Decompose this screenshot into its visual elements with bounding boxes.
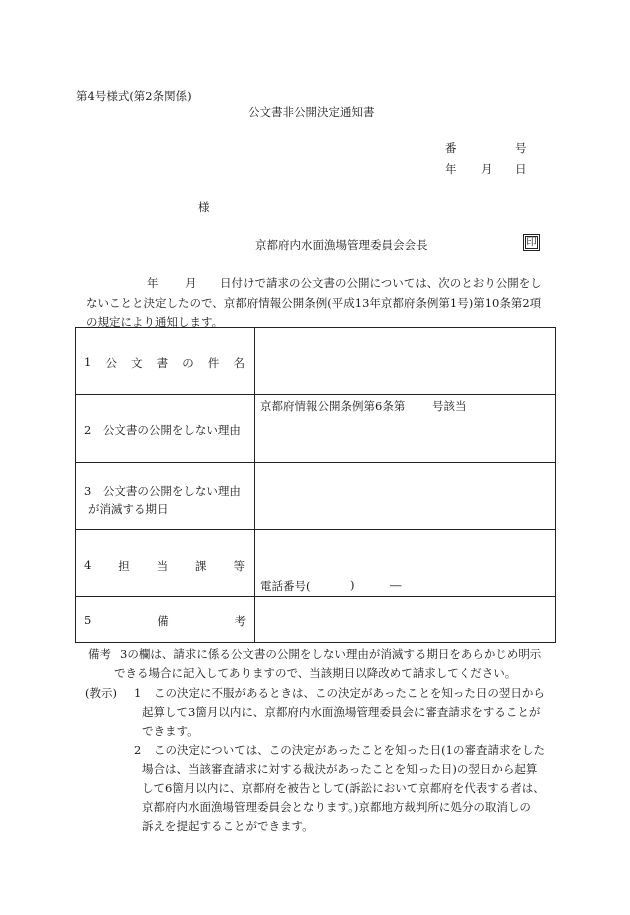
instruction-item-2-line-3: して6箇月以内に、京都府を被告として(訴訟において京都府を代表する者は、 — [142, 781, 545, 795]
non-disclosure-reason-field[interactable] — [255, 395, 556, 463]
instruction-item-1-number: 1 — [134, 686, 142, 700]
body-year-label: 年 — [147, 276, 159, 290]
note-label: 備考 — [88, 647, 111, 661]
date-year-label: 年 — [445, 162, 457, 176]
row1-label-char: 名 — [233, 356, 245, 370]
row4-label-char: 当 — [156, 559, 169, 573]
document-title-field[interactable] — [255, 328, 556, 395]
table-row — [76, 530, 556, 597]
instruction-item-2-number: 2 — [134, 743, 142, 757]
date-month-label: 月 — [481, 162, 493, 176]
row4-label-char: 等 — [233, 559, 245, 573]
document-title: 公文書非公開決定通知書 — [248, 105, 375, 119]
seal-stamp: 印 — [523, 234, 540, 251]
row1-label-char: 書 — [156, 356, 169, 370]
row4-label — [84, 558, 245, 574]
department-field[interactable] — [255, 530, 556, 597]
row4-label-cell — [76, 530, 255, 597]
issuer-name: 京都府内水面漁場管理委員会会長 — [255, 238, 428, 252]
table-row — [76, 328, 556, 395]
addressee-suffix: 様 — [198, 200, 210, 214]
form-number-label: 第4号様式(第2条関係) — [76, 89, 192, 103]
instruction-item-2-line-4: 京都府内水面漁場管理委員会となります。)京都地方裁判所に処分の取消しの — [142, 800, 531, 814]
row1-label — [84, 355, 245, 371]
row4-label-char: 担 — [118, 559, 130, 573]
document-number-suffix: 号 — [515, 141, 527, 155]
row1-label-char: 公 — [105, 356, 117, 370]
row5-number: 5 — [84, 613, 92, 627]
instruction-item-2-line-2: 場合は、当該審査請求に対する裁決があったことを知った日)の翌日から起算 — [142, 762, 538, 776]
row1-number: 1 — [84, 355, 92, 369]
row5-label-char: 考 — [234, 614, 246, 628]
instruction-item-1-line-3: できます。 — [142, 724, 199, 738]
table-row — [76, 395, 556, 463]
ordinance-article-prefix: 京都府情報公開条例第6条第 — [260, 399, 406, 413]
row3-label-line1: 3 公文書の公開をしない理由 — [84, 484, 241, 498]
phone-number-label: 電話番号( — [260, 579, 311, 593]
row5-label-cell — [76, 597, 255, 643]
row5-label — [84, 613, 246, 629]
instruction-label: (教示) — [85, 686, 117, 700]
row4-label-char: 課 — [195, 559, 207, 573]
decision-form-table — [75, 327, 556, 643]
row2-label-cell — [76, 395, 255, 463]
remarks-field[interactable] — [255, 597, 556, 643]
instruction-item-1-line-2: 起算して3箇月以内に、京都府内水面漁場管理委員会に審査請求をすることが — [142, 705, 541, 719]
row1-label-char: 文 — [131, 356, 143, 370]
ordinance-article-suffix: 号該当 — [432, 399, 467, 413]
row5-label-char: 備 — [157, 614, 169, 628]
body-line-1: 日付けで請求の公文書の公開については、次のとおり公開をし — [220, 276, 542, 290]
document-number-label: 番 — [445, 141, 457, 155]
note-line-1: 3の欄は、請求に係る公文書の公開をしない理由が消滅する期日をあらかじめ明示 — [120, 647, 542, 661]
phone-number-dash: ― — [390, 578, 402, 592]
reason-expiry-date-field[interactable] — [255, 463, 556, 530]
body-month-label: 月 — [185, 276, 197, 290]
row4-number: 4 — [84, 558, 92, 572]
phone-number-close-paren: ) — [350, 578, 355, 592]
row1-label-char: 件 — [207, 356, 220, 370]
row2-label: 2 公文書の公開をしない理由 — [84, 423, 241, 437]
row3-label-cell — [76, 463, 255, 530]
table-row — [76, 597, 556, 643]
date-day-label: 日 — [515, 162, 527, 176]
row1-label-char: の — [182, 356, 194, 370]
note-line-2: できる場合に記入してありますので、当該期日以降改めて請求してください。 — [114, 666, 517, 680]
body-line-2: ないことと決定したので、京都府情報公開条例(平成13年京都府条例第1号)第10条第2項 — [86, 296, 542, 310]
row3-label-line2: が消滅する期日 — [88, 502, 169, 516]
instruction-item-2-line-5: 訴えを提起することができます。 — [142, 819, 314, 833]
instruction-item-1-line-1: この決定に不服があるときは、この決定があったことを知った日の翌日から — [154, 686, 545, 700]
body-line-3: の規定により通知します。 — [86, 315, 224, 329]
row1-label-cell — [76, 328, 255, 395]
instruction-item-2-line-1: この決定については、この決定があったことを知った日(1の審査請求をした — [154, 743, 545, 757]
table-row — [76, 463, 556, 530]
